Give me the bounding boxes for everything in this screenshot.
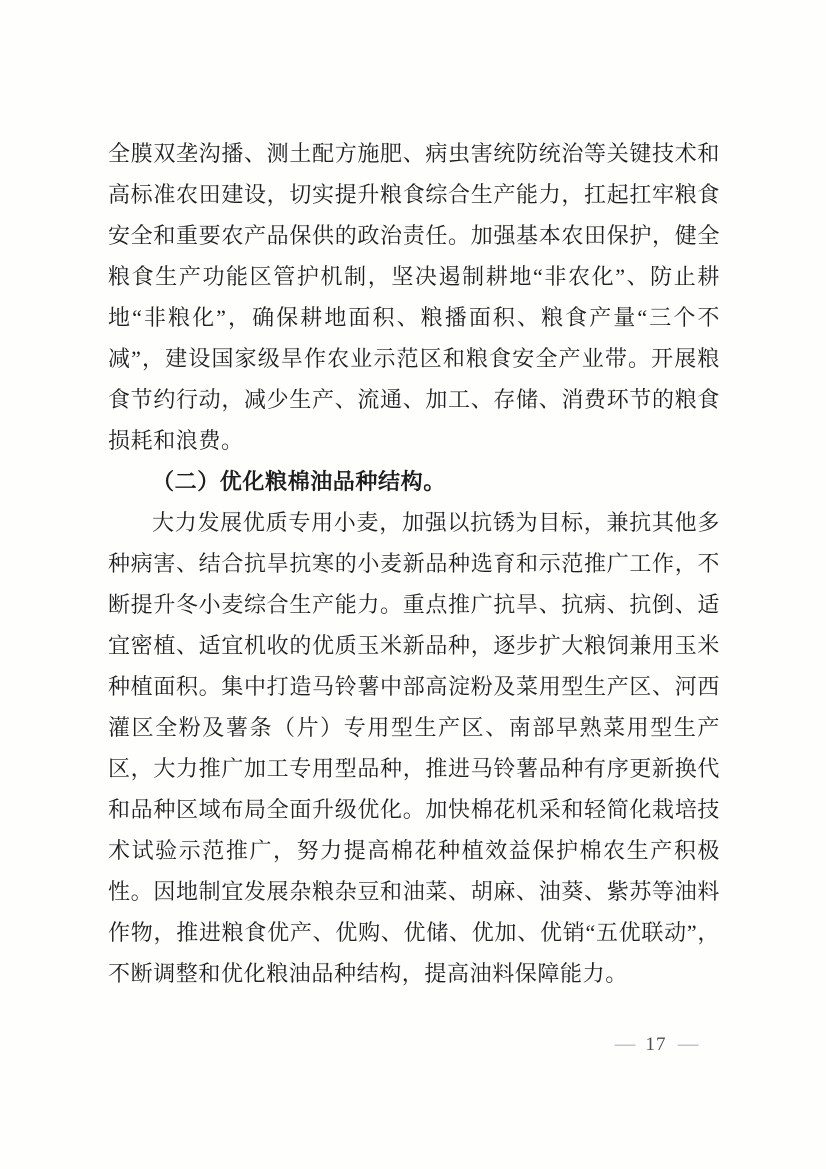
paragraph-body: 大力发展优质专用小麦，加强以抗锈为目标，兼抗其他多种病害、结合抗旱抗寒的小麦新品种选育和示范推广工作，不断提升冬小麦综合生产能力。重点推广抗旱、抗病、抗倒、适宜密植、适宜机收的优质玉米新品种，逐步扩大粮饲兼用玉米种植面积。集中打造马铃薯中部高淀粉及菜用型生产区、河西灌区全粉及薯条（片）专用型生产区、南部早熟菜用型生产区，大力推广加工专用型品种，推进马铃薯品种有序更新换代和品种区域布局全面升级优化。加快棉花机采和轻简化栽培技术试验示范推广，努力提高棉花种植效益保护棉农生产积极性。因地制宜发展杂粮杂豆和油菜、胡麻、油葵、紫苏等油料作物，推进粮食优产、优购、优储、优加、优销“五优联动”，不断调整和优化粮油品种结构，提高油料保障能力。 <box>108 510 720 986</box>
page-number-dash-left: — <box>614 1036 635 1053</box>
page-number-value: 17 <box>645 1034 667 1055</box>
section-heading: （二）优化粮棉油品种结构。 <box>152 469 446 494</box>
page-number-dash-right: — <box>677 1036 698 1053</box>
document-body <box>108 133 720 994</box>
paragraph-continuation: 全膜双垄沟播、测土配方施肥、病虫害统防统治等关键技术和高标准农田建设，切实提升粮食综合生产能力，扛起扛牢粮食安全和重要农产品保供的政治责任。加强基本农田保护，健全粮食生产功能区管护机制，坚决遏制耕地“非农化”、防止耕地“非粮化”，确保耕地面积、粮播面积、粮食产量“三个不减”，建设国家级旱作农业示范区和粮食安全产业带。开展粮食节约行动，减少生产、流通、加工、存储、消费环节的粮食损耗和浪费。 <box>108 141 720 453</box>
page-number <box>602 1034 710 1056</box>
